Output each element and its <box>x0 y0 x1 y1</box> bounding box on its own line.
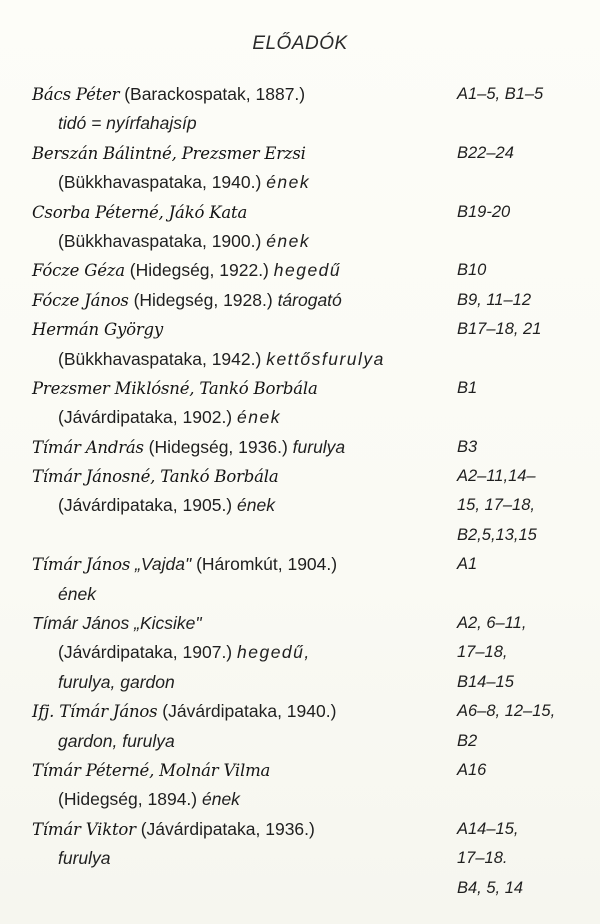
entry-line <box>0 403 600 432</box>
entry-line <box>0 609 600 638</box>
entry-line <box>0 227 600 256</box>
instrument-text: ének <box>237 407 281 428</box>
track-reference: B2,5,13,15 <box>457 525 537 544</box>
performer-name: Csorba Péterné, Jákó Kata <box>32 202 248 222</box>
origin-text: (Bükkhavaspataka, 1900.) <box>58 230 267 251</box>
entry-line <box>0 697 600 726</box>
performer-entry <box>0 815 600 903</box>
performer-name: Bács Péter <box>32 85 120 104</box>
performer-entry <box>0 374 600 433</box>
instrument-text: ének <box>266 172 311 193</box>
entry-text <box>58 345 385 374</box>
entry-line <box>0 80 600 109</box>
track-reference: 17–18. <box>457 849 508 868</box>
instrument-text: ének <box>266 230 311 251</box>
performer-name: Fócze Géza <box>32 261 125 281</box>
performer-name: Ifj. Tímár János <box>32 702 158 722</box>
entry-line <box>0 874 600 903</box>
entry-line <box>0 638 600 667</box>
entry-text <box>58 785 240 814</box>
entry-line <box>0 109 600 138</box>
entry-text <box>32 609 202 638</box>
performer-name: Tímár Viktor <box>32 819 136 839</box>
instrument-text: „Kicsike" <box>129 613 202 634</box>
origin-text: (Bükkhavaspataka, 1942.) <box>58 348 267 369</box>
origin-text: (Háromkút, 1904.) <box>191 554 338 575</box>
entry-line <box>0 844 600 873</box>
page-title: ELŐADÓK <box>252 33 348 54</box>
entry-line <box>0 198 600 227</box>
entry-line <box>0 521 600 550</box>
instrument-text: ének <box>201 789 240 810</box>
track-reference: A1–5, B1–5 <box>457 85 544 103</box>
performer-entry <box>0 315 600 374</box>
track-reference: A2–11,14– <box>457 467 536 486</box>
instrument-text: tárogató <box>277 289 342 310</box>
performer-name: Tímár Péterné, Molnár Vilma <box>32 760 271 780</box>
performer-name: Tímár András <box>32 437 144 457</box>
instrument-text: gardon, furulya <box>58 730 175 751</box>
performer-name: Hermán György <box>32 320 164 340</box>
entry-text <box>32 756 270 785</box>
entry-line <box>0 139 600 168</box>
entry-text <box>58 844 111 873</box>
entry-text <box>32 80 305 109</box>
entry-line <box>0 433 600 462</box>
entry-text <box>32 462 278 491</box>
entry-text <box>58 403 281 432</box>
origin-text: (Jávárdipataka, 1905.) <box>58 495 237 516</box>
entry-text <box>58 491 275 520</box>
origin-text: (Jávárdipataka, 1907.) <box>58 642 237 663</box>
track-reference: B3 <box>457 437 478 456</box>
entry-line <box>0 256 600 285</box>
track-reference: B2 <box>457 731 478 750</box>
track-reference: B17–18, 21 <box>457 320 542 339</box>
entry-text <box>32 198 247 227</box>
track-reference: A2, 6–11, <box>457 614 527 633</box>
track-reference: B22–24 <box>457 143 514 162</box>
entry-text <box>32 433 345 462</box>
track-reference: B4, 5, 14 <box>457 878 524 897</box>
performer-entry <box>0 80 600 139</box>
nickname: „Vajda" <box>130 554 192 575</box>
performer-entry <box>0 756 600 815</box>
entry-line <box>0 315 600 344</box>
track-reference: B9, 11–12 <box>457 290 532 309</box>
performer-entry <box>0 433 600 462</box>
instrument-text: ének <box>58 583 96 604</box>
entry-text <box>58 668 175 697</box>
entry-text <box>58 580 96 609</box>
performer-entry <box>0 697 600 756</box>
entry-line <box>0 550 600 579</box>
performer-name: Prezsmer Miklósné, Tankó Borbála <box>32 378 318 398</box>
entry-text <box>58 227 310 256</box>
entry-line <box>0 756 600 785</box>
entry-line <box>0 491 600 520</box>
performer-name: Berszán Bálintné, Prezsmer Erzsi <box>32 143 306 163</box>
track-reference: A6–8, 12–15, <box>457 702 556 721</box>
origin-text: (Bükkhavaspataka, 1940.) <box>58 172 267 193</box>
origin-text: (Hidegség, 1894.) <box>58 789 202 810</box>
performer-entry <box>0 550 600 609</box>
entry-text <box>32 374 318 403</box>
instrument-text: furulya, gardon <box>58 671 175 692</box>
track-reference: B14–15 <box>457 672 514 691</box>
entry-text <box>32 815 315 844</box>
entry-line <box>0 580 600 609</box>
entry-text <box>32 286 342 315</box>
entry-line <box>0 345 600 374</box>
origin-text: (Hidegség, 1922.) <box>124 260 274 281</box>
entry-line <box>0 168 600 197</box>
entry-line <box>0 785 600 814</box>
entry-text <box>32 256 341 285</box>
entry-text <box>58 638 311 667</box>
origin-text: (Jávárdipataka, 1936.) <box>135 818 315 839</box>
performer-name: Tímár János <box>32 555 131 575</box>
entry-text <box>58 168 310 197</box>
track-reference: A14–15, <box>457 819 519 838</box>
track-reference: A1 <box>457 555 478 574</box>
performer-entry <box>0 609 600 697</box>
entry-line <box>0 727 600 756</box>
performer-name: Fócze János <box>32 290 129 310</box>
instrument-text: hegedű, <box>237 642 311 663</box>
origin-text: (Jávárdipataka, 1902.) <box>58 407 237 428</box>
entry-line <box>0 286 600 315</box>
origin-text: (Hidegség, 1936.) <box>143 436 293 457</box>
instrument-text: tidó = nyírfahajsíp <box>58 113 197 134</box>
entry-text <box>32 550 337 579</box>
performer-name: Tímár János <box>32 613 130 634</box>
track-reference: B1 <box>457 378 478 397</box>
origin-text: (Barackospatak, 1887.) <box>119 84 306 104</box>
entry-line <box>0 815 600 844</box>
instrument-text: hegedű <box>273 260 342 281</box>
track-reference: B10 <box>457 261 487 280</box>
track-reference: B19-20 <box>457 202 511 221</box>
origin-text: (Jávárdipataka, 1940.) <box>157 701 337 722</box>
instrument-text: furulya <box>292 436 346 457</box>
instrument-text: kettősfurulya <box>266 348 385 369</box>
entry-line <box>0 462 600 491</box>
performer-entry <box>0 139 600 198</box>
instrument-text: furulya <box>58 848 111 869</box>
entry-text <box>58 109 197 138</box>
track-reference: A16 <box>457 760 487 779</box>
performer-list <box>0 80 600 903</box>
performer-name: Tímár Jánosné, Tankó Borbála <box>32 467 279 487</box>
performer-entry <box>0 256 600 285</box>
performer-entry <box>0 286 600 315</box>
entry-text <box>32 139 306 168</box>
track-reference: 15, 17–18, <box>457 496 535 515</box>
entry-line <box>0 374 600 403</box>
track-reference: 17–18, <box>457 643 508 662</box>
entry-line <box>0 668 600 697</box>
instrument-text: ének <box>237 495 275 516</box>
entry-text <box>32 697 336 726</box>
performer-entry <box>0 198 600 257</box>
entry-text <box>58 727 175 756</box>
origin-text: (Hidegség, 1928.) <box>128 289 278 310</box>
entry-text <box>32 315 163 344</box>
performer-entry <box>0 462 600 550</box>
